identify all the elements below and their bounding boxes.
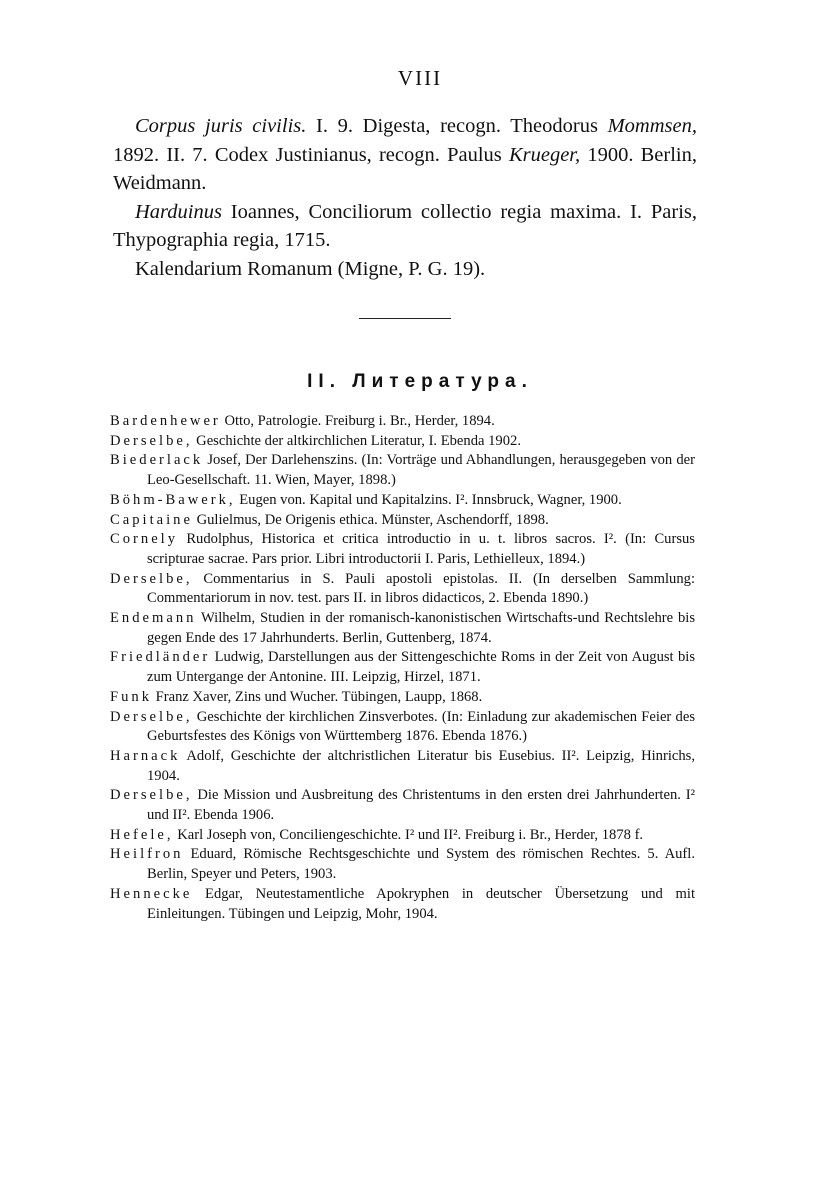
- bib-text: Commentarius in S. Pauli apostoli epistolas. II. (In derselben Sammlung: Commentariorum in nov. test. pars II. in libros didacticos, 2. Ebenda 1890.): [147, 570, 695, 607]
- section-divider: [359, 318, 451, 319]
- bib-entry: [110, 747, 695, 786]
- bib-author: Böhm-Bawerk,: [110, 491, 236, 508]
- bib-text: Otto, Patrologie. Freiburg i. Br., Herder, 1894.: [220, 413, 495, 429]
- bib-author: Heilfron: [110, 846, 184, 863]
- bib-text: Josef, Der Darlehenszins. (In: Vorträge und Abhandlungen, herausgegeben von der Leo-Gesellschaft. 11. Wien, Mayer, 1898.): [147, 452, 695, 489]
- bib-author: Cornely: [110, 531, 179, 548]
- bib-author: Capitaine: [110, 511, 193, 528]
- bib-entry: [110, 845, 695, 884]
- bib-author: Derselbe,: [110, 787, 193, 804]
- bib-entry: [110, 609, 695, 648]
- bib-entry: [110, 826, 695, 846]
- bib-entry: [110, 530, 695, 569]
- bib-text: Franz Xaver, Zins und Wucher. Tübingen, Laupp, 1868.: [152, 688, 483, 705]
- source-text: Kalendarium Romanum (Migne, P. G. 19).: [135, 257, 486, 280]
- source-editor: Krueger,: [508, 143, 581, 166]
- bib-author: Derselbe,: [110, 708, 193, 725]
- bib-text: Karl Joseph von, Conciliengeschichte. I² und II². Freiburg i. Br., Herder, 1878 f.: [173, 826, 644, 843]
- bib-text: Eugen von. Kapital und Kapitalzins. I². Innsbruck, Wagner, 1900.: [235, 491, 622, 508]
- bib-author: Biederlack: [110, 452, 204, 469]
- bib-author: Hennecke: [110, 885, 193, 902]
- bib-author: Hefele,: [110, 826, 174, 843]
- bib-text: Geschichte der altkirchlichen Literatur, I. Ebenda 1902.: [192, 432, 521, 449]
- bibliography-list: [110, 412, 695, 924]
- sources-block: [113, 112, 697, 283]
- source-text: 1892. II. 7. Codex Justinianus, recogn. Paulus: [113, 143, 509, 166]
- bib-entry: [110, 688, 695, 708]
- bib-text: Eduard, Römische Rechtsgeschichte und System des römischen Rechtes. 5. Aufl. Berlin, Speyer und Peters, 1903.: [147, 846, 695, 883]
- source-text: I. 9. Digesta, recogn. Theodorus: [306, 115, 608, 137]
- bib-entry: [110, 885, 695, 924]
- source-author: Harduinus: [135, 200, 222, 223]
- bib-text: Adolf, Geschichte der altchristlichen Literatur bis Eusebius. II². Leipzig, Hinrichs, 1904.: [147, 747, 695, 784]
- bib-text: Rudolphus, Historica et critica introductio in u. t. libros sacros. I². (In: Cursus scripturae sacrae. Pars prior. Libri introductorii I. Paris, Lethielleux, 1894.): [147, 531, 695, 567]
- source-entry: [113, 198, 697, 255]
- bib-text: Ludwig, Darstellungen aus der Sittengeschichte Roms in der Zeit von August bis zum Untergange der Antonine. III. Leipzig, Hirzel, 1871.: [147, 649, 695, 686]
- bib-entry: [110, 570, 695, 609]
- bib-author: Funk: [110, 688, 153, 705]
- bib-entry: [110, 451, 695, 490]
- bib-text: Edgar, Neutestamentliche Apokryphen in deutscher Übersetzung und mit Einleitungen. Tübingen und Leipzig, Mohr, 1904.: [147, 885, 695, 922]
- source-text: Ioannes, Conciliorum collectio regia maxima. I. Paris, Thypographia regia, 1715.: [113, 200, 697, 251]
- bib-author: Derselbe,: [110, 432, 193, 449]
- source-entry: [113, 112, 697, 198]
- bib-author: Harnack: [110, 747, 181, 764]
- bib-entry: [110, 511, 695, 531]
- source-text: 1900. Berlin, Weidmann.: [113, 143, 697, 194]
- source-title: Corpus juris civilis.: [135, 115, 307, 137]
- bib-author: Endemann: [110, 610, 197, 627]
- bib-text: Wilhelm, Studien in der romanisch-kanonistischen Wirtschafts-und Rechtslehre bis gegen Ende des 17 Jahrhunderts. Berlin, Guttenberg, 1874.: [147, 610, 695, 646]
- bib-text: Die Mission und Ausbreitung des Christentums in den ersten drei Jahrhunderten. I² und II². Ebenda 1906.: [147, 787, 695, 824]
- source-editor: Mommsen,: [607, 115, 697, 137]
- bib-author: Derselbe,: [110, 570, 193, 587]
- bib-entry: [110, 648, 695, 687]
- section-heading: II. Литература.: [307, 371, 533, 392]
- bib-entry: [110, 412, 695, 432]
- source-entry: [113, 255, 697, 284]
- bib-entry: [110, 786, 695, 825]
- bib-author: Bardenhewer: [110, 413, 221, 429]
- bib-entry: [110, 432, 695, 452]
- bib-entry: [110, 708, 695, 747]
- page-number: VIII: [397, 66, 443, 90]
- bib-entry: [110, 491, 695, 511]
- bib-text: Geschichte der kirchlichen Zinsverbotes. (In: Einladung zur akademischen Feier des Geburtsfestes des Königs von Württemberg 1876. Ebenda 1876.): [147, 708, 695, 745]
- bib-author: Friedländer: [110, 649, 211, 666]
- bib-text: Gulielmus, De Origenis ethica. Münster, Aschendorff, 1898.: [192, 511, 549, 528]
